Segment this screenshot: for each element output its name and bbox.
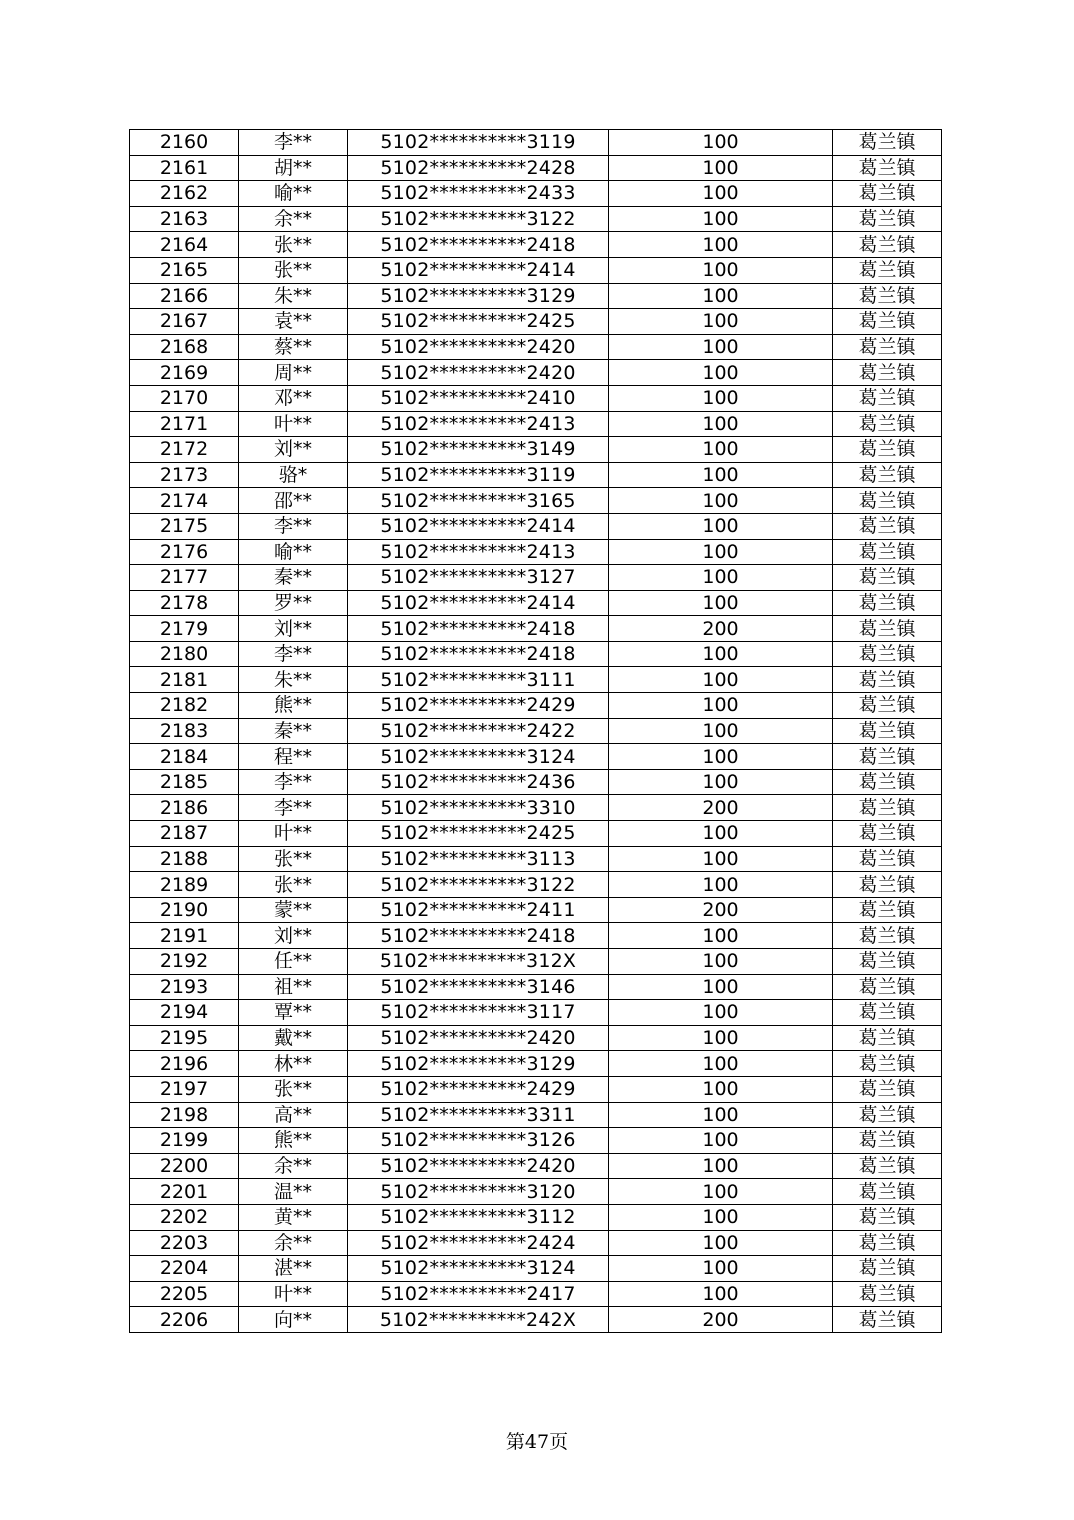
name-cell: 张** — [239, 232, 348, 258]
town-cell: 葛兰镇 — [833, 385, 942, 411]
name-cell: 喻** — [239, 539, 348, 565]
row-number-cell: 2194 — [130, 1000, 239, 1026]
name-cell: 余** — [239, 1153, 348, 1179]
table-row — [130, 718, 942, 744]
name-cell: 刘** — [239, 923, 348, 949]
name-cell: 林** — [239, 1051, 348, 1077]
town-cell: 葛兰镇 — [833, 437, 942, 463]
id-number-cell: 5102**********2436 — [348, 769, 609, 795]
table-row — [130, 744, 942, 770]
name-cell: 张** — [239, 1076, 348, 1102]
table-row — [130, 1281, 942, 1307]
name-cell: 刘** — [239, 437, 348, 463]
table-row — [130, 795, 942, 821]
name-cell: 戴** — [239, 1025, 348, 1051]
town-cell: 葛兰镇 — [833, 1128, 942, 1154]
row-number-cell: 2206 — [130, 1307, 239, 1333]
town-cell: 葛兰镇 — [833, 1000, 942, 1026]
table-row — [130, 1076, 942, 1102]
table-row — [130, 437, 942, 463]
amount-cell: 100 — [609, 1281, 833, 1307]
amount-cell: 100 — [609, 130, 833, 156]
amount-cell: 100 — [609, 181, 833, 207]
id-number-cell: 5102**********3122 — [348, 206, 609, 232]
name-cell: 高** — [239, 1102, 348, 1128]
row-number-cell: 2163 — [130, 206, 239, 232]
table-row — [130, 1307, 942, 1333]
id-number-cell: 5102**********3165 — [348, 488, 609, 514]
row-number-cell: 2179 — [130, 616, 239, 642]
amount-cell: 100 — [609, 488, 833, 514]
name-cell: 蔡** — [239, 334, 348, 360]
amount-cell: 200 — [609, 616, 833, 642]
id-number-cell: 5102**********3146 — [348, 974, 609, 1000]
amount-cell: 100 — [609, 385, 833, 411]
amount-cell: 100 — [609, 565, 833, 591]
id-number-cell: 5102**********3113 — [348, 846, 609, 872]
id-number-cell: 5102**********2413 — [348, 539, 609, 565]
id-number-cell: 5102**********2418 — [348, 616, 609, 642]
name-cell: 余** — [239, 206, 348, 232]
name-cell: 李** — [239, 130, 348, 156]
table-row — [130, 872, 942, 898]
id-number-cell: 5102**********2425 — [348, 309, 609, 335]
row-number-cell: 2171 — [130, 411, 239, 437]
amount-cell: 100 — [609, 360, 833, 386]
name-cell: 喻** — [239, 181, 348, 207]
id-number-cell: 5102**********3124 — [348, 744, 609, 770]
row-number-cell: 2161 — [130, 155, 239, 181]
id-number-cell: 5102**********2420 — [348, 360, 609, 386]
name-cell: 罗** — [239, 590, 348, 616]
id-number-cell: 5102**********3124 — [348, 1256, 609, 1282]
name-cell: 邓** — [239, 385, 348, 411]
row-number-cell: 2170 — [130, 385, 239, 411]
name-cell: 蒙** — [239, 897, 348, 923]
table-row — [130, 155, 942, 181]
table-row — [130, 206, 942, 232]
row-number-cell: 2172 — [130, 437, 239, 463]
table-row — [130, 232, 942, 258]
amount-cell: 100 — [609, 590, 833, 616]
row-number-cell: 2183 — [130, 718, 239, 744]
table-row — [130, 693, 942, 719]
table-row — [130, 565, 942, 591]
town-cell: 葛兰镇 — [833, 693, 942, 719]
amount-cell: 100 — [609, 846, 833, 872]
name-cell: 叶** — [239, 411, 348, 437]
town-cell: 葛兰镇 — [833, 974, 942, 1000]
name-cell: 祖** — [239, 974, 348, 1000]
page-number: 第47页 — [505, 1431, 569, 1453]
town-cell: 葛兰镇 — [833, 1281, 942, 1307]
table-body — [130, 130, 942, 1333]
row-number-cell: 2189 — [130, 872, 239, 898]
id-number-cell: 5102**********3111 — [348, 667, 609, 693]
town-cell: 葛兰镇 — [833, 411, 942, 437]
row-number-cell: 2167 — [130, 309, 239, 335]
id-number-cell: 5102**********2414 — [348, 590, 609, 616]
row-number-cell: 2165 — [130, 257, 239, 283]
row-number-cell: 2199 — [130, 1128, 239, 1154]
town-cell: 葛兰镇 — [833, 513, 942, 539]
row-number-cell: 2196 — [130, 1051, 239, 1077]
amount-cell: 100 — [609, 769, 833, 795]
amount-cell: 100 — [609, 1076, 833, 1102]
row-number-cell: 2181 — [130, 667, 239, 693]
row-number-cell: 2169 — [130, 360, 239, 386]
name-cell: 朱** — [239, 283, 348, 309]
town-cell: 葛兰镇 — [833, 565, 942, 591]
table-row — [130, 897, 942, 923]
name-cell: 余** — [239, 1230, 348, 1256]
table-row — [130, 181, 942, 207]
town-cell: 葛兰镇 — [833, 1204, 942, 1230]
amount-cell: 100 — [609, 718, 833, 744]
id-number-cell: 5102**********2414 — [348, 257, 609, 283]
amount-cell: 200 — [609, 1307, 833, 1333]
name-cell: 程** — [239, 744, 348, 770]
name-cell: 叶** — [239, 821, 348, 847]
table-row — [130, 1000, 942, 1026]
town-cell: 葛兰镇 — [833, 283, 942, 309]
amount-cell: 100 — [609, 1204, 833, 1230]
row-number-cell: 2188 — [130, 846, 239, 872]
town-cell: 葛兰镇 — [833, 130, 942, 156]
amount-cell: 100 — [609, 309, 833, 335]
name-cell: 李** — [239, 513, 348, 539]
town-cell: 葛兰镇 — [833, 1025, 942, 1051]
amount-cell: 100 — [609, 641, 833, 667]
id-number-cell: 5102**********3120 — [348, 1179, 609, 1205]
table-row — [130, 309, 942, 335]
row-number-cell: 2175 — [130, 513, 239, 539]
name-cell: 邵** — [239, 488, 348, 514]
table-row — [130, 488, 942, 514]
town-cell: 葛兰镇 — [833, 181, 942, 207]
table-row — [130, 360, 942, 386]
id-number-cell: 5102**********2433 — [348, 181, 609, 207]
id-number-cell: 5102**********3119 — [348, 462, 609, 488]
id-number-cell: 5102**********2429 — [348, 1076, 609, 1102]
id-number-cell: 5102**********3311 — [348, 1102, 609, 1128]
name-cell: 周** — [239, 360, 348, 386]
id-number-cell: 5102**********2413 — [348, 411, 609, 437]
amount-cell: 100 — [609, 1153, 833, 1179]
row-number-cell: 2190 — [130, 897, 239, 923]
amount-cell: 100 — [609, 437, 833, 463]
id-number-cell: 5102**********2424 — [348, 1230, 609, 1256]
row-number-cell: 2178 — [130, 590, 239, 616]
row-number-cell: 2191 — [130, 923, 239, 949]
town-cell: 葛兰镇 — [833, 206, 942, 232]
town-cell: 葛兰镇 — [833, 155, 942, 181]
table-row — [130, 1128, 942, 1154]
row-number-cell: 2180 — [130, 641, 239, 667]
id-number-cell: 5102**********2429 — [348, 693, 609, 719]
town-cell: 葛兰镇 — [833, 821, 942, 847]
id-number-cell: 5102**********2420 — [348, 334, 609, 360]
id-number-cell: 5102**********3117 — [348, 1000, 609, 1026]
table-row — [130, 1179, 942, 1205]
name-cell: 朱** — [239, 667, 348, 693]
name-cell: 胡** — [239, 155, 348, 181]
subsidy-table — [129, 129, 942, 1333]
amount-cell: 100 — [609, 1179, 833, 1205]
amount-cell: 200 — [609, 897, 833, 923]
row-number-cell: 2182 — [130, 693, 239, 719]
table-row — [130, 462, 942, 488]
town-cell: 葛兰镇 — [833, 667, 942, 693]
amount-cell: 100 — [609, 539, 833, 565]
amount-cell: 100 — [609, 155, 833, 181]
id-number-cell: 5102**********3127 — [348, 565, 609, 591]
amount-cell: 100 — [609, 1128, 833, 1154]
table-row — [130, 385, 942, 411]
table-row — [130, 1102, 942, 1128]
table-row — [130, 590, 942, 616]
amount-cell: 100 — [609, 1051, 833, 1077]
town-cell: 葛兰镇 — [833, 1307, 942, 1333]
name-cell: 向** — [239, 1307, 348, 1333]
id-number-cell: 5102**********3119 — [348, 130, 609, 156]
table-row — [130, 641, 942, 667]
town-cell: 葛兰镇 — [833, 641, 942, 667]
town-cell: 葛兰镇 — [833, 360, 942, 386]
amount-cell: 100 — [609, 667, 833, 693]
amount-cell: 100 — [609, 1102, 833, 1128]
id-number-cell: 5102**********2420 — [348, 1153, 609, 1179]
town-cell: 葛兰镇 — [833, 949, 942, 975]
town-cell: 葛兰镇 — [833, 1153, 942, 1179]
id-number-cell: 5102**********2418 — [348, 232, 609, 258]
amount-cell: 100 — [609, 334, 833, 360]
name-cell: 张** — [239, 872, 348, 898]
row-number-cell: 2176 — [130, 539, 239, 565]
table-row — [130, 821, 942, 847]
row-number-cell: 2203 — [130, 1230, 239, 1256]
amount-cell: 100 — [609, 1230, 833, 1256]
id-number-cell: 5102**********2420 — [348, 1025, 609, 1051]
row-number-cell: 2162 — [130, 181, 239, 207]
town-cell: 葛兰镇 — [833, 769, 942, 795]
id-number-cell: 5102**********242X — [348, 1307, 609, 1333]
table-row — [130, 846, 942, 872]
row-number-cell: 2201 — [130, 1179, 239, 1205]
id-number-cell: 5102**********2414 — [348, 513, 609, 539]
amount-cell: 100 — [609, 257, 833, 283]
id-number-cell: 5102**********3122 — [348, 872, 609, 898]
town-cell: 葛兰镇 — [833, 539, 942, 565]
town-cell: 葛兰镇 — [833, 1230, 942, 1256]
name-cell: 覃** — [239, 1000, 348, 1026]
town-cell: 葛兰镇 — [833, 923, 942, 949]
table-row — [130, 1256, 942, 1282]
row-number-cell: 2177 — [130, 565, 239, 591]
town-cell: 葛兰镇 — [833, 744, 942, 770]
town-cell: 葛兰镇 — [833, 897, 942, 923]
table-row — [130, 257, 942, 283]
table-row — [130, 1153, 942, 1179]
row-number-cell: 2193 — [130, 974, 239, 1000]
table-row — [130, 130, 942, 156]
id-number-cell: 5102**********3129 — [348, 283, 609, 309]
amount-cell: 100 — [609, 923, 833, 949]
town-cell: 葛兰镇 — [833, 872, 942, 898]
row-number-cell: 2174 — [130, 488, 239, 514]
row-number-cell: 2197 — [130, 1076, 239, 1102]
row-number-cell: 2202 — [130, 1204, 239, 1230]
table-row — [130, 974, 942, 1000]
table-row — [130, 923, 942, 949]
name-cell: 秦** — [239, 718, 348, 744]
town-cell: 葛兰镇 — [833, 488, 942, 514]
row-number-cell: 2166 — [130, 283, 239, 309]
id-number-cell: 5102**********2410 — [348, 385, 609, 411]
town-cell: 葛兰镇 — [833, 1076, 942, 1102]
amount-cell: 100 — [609, 693, 833, 719]
town-cell: 葛兰镇 — [833, 462, 942, 488]
amount-cell: 100 — [609, 821, 833, 847]
id-number-cell: 5102**********2417 — [348, 1281, 609, 1307]
name-cell: 张** — [239, 846, 348, 872]
town-cell: 葛兰镇 — [833, 616, 942, 642]
id-number-cell: 5102**********2422 — [348, 718, 609, 744]
town-cell: 葛兰镇 — [833, 232, 942, 258]
name-cell: 李** — [239, 795, 348, 821]
table-row — [130, 1051, 942, 1077]
row-number-cell: 2164 — [130, 232, 239, 258]
table-row — [130, 1230, 942, 1256]
town-cell: 葛兰镇 — [833, 846, 942, 872]
row-number-cell: 2204 — [130, 1256, 239, 1282]
town-cell: 葛兰镇 — [833, 718, 942, 744]
row-number-cell: 2184 — [130, 744, 239, 770]
row-number-cell: 2186 — [130, 795, 239, 821]
amount-cell: 100 — [609, 949, 833, 975]
amount-cell: 100 — [609, 462, 833, 488]
town-cell: 葛兰镇 — [833, 1102, 942, 1128]
row-number-cell: 2160 — [130, 130, 239, 156]
id-number-cell: 5102**********312X — [348, 949, 609, 975]
table-row — [130, 513, 942, 539]
id-number-cell: 5102**********2425 — [348, 821, 609, 847]
row-number-cell: 2192 — [130, 949, 239, 975]
amount-cell: 100 — [609, 974, 833, 1000]
table-row — [130, 949, 942, 975]
row-number-cell: 2205 — [130, 1281, 239, 1307]
name-cell: 刘** — [239, 616, 348, 642]
town-cell: 葛兰镇 — [833, 309, 942, 335]
table-row — [130, 616, 942, 642]
row-number-cell: 2187 — [130, 821, 239, 847]
table-row — [130, 769, 942, 795]
amount-cell: 100 — [609, 206, 833, 232]
id-number-cell: 5102**********3310 — [348, 795, 609, 821]
name-cell: 李** — [239, 769, 348, 795]
name-cell: 任** — [239, 949, 348, 975]
id-number-cell: 5102**********3126 — [348, 1128, 609, 1154]
table-row — [130, 283, 942, 309]
id-number-cell: 5102**********2418 — [348, 923, 609, 949]
town-cell: 葛兰镇 — [833, 590, 942, 616]
id-number-cell: 5102**********3112 — [348, 1204, 609, 1230]
amount-cell: 100 — [609, 232, 833, 258]
name-cell: 秦** — [239, 565, 348, 591]
town-cell: 葛兰镇 — [833, 795, 942, 821]
amount-cell: 100 — [609, 1000, 833, 1026]
town-cell: 葛兰镇 — [833, 1256, 942, 1282]
id-number-cell: 5102**********3149 — [348, 437, 609, 463]
amount-cell: 100 — [609, 1025, 833, 1051]
row-number-cell: 2198 — [130, 1102, 239, 1128]
name-cell: 熊** — [239, 693, 348, 719]
town-cell: 葛兰镇 — [833, 257, 942, 283]
table-row — [130, 1025, 942, 1051]
row-number-cell: 2173 — [130, 462, 239, 488]
amount-cell: 100 — [609, 283, 833, 309]
table-row — [130, 411, 942, 437]
name-cell: 叶** — [239, 1281, 348, 1307]
id-number-cell: 5102**********2418 — [348, 641, 609, 667]
name-cell: 黄** — [239, 1204, 348, 1230]
amount-cell: 100 — [609, 744, 833, 770]
name-cell: 湛** — [239, 1256, 348, 1282]
name-cell: 李** — [239, 641, 348, 667]
name-cell: 温** — [239, 1179, 348, 1205]
amount-cell: 100 — [609, 411, 833, 437]
amount-cell: 100 — [609, 872, 833, 898]
amount-cell: 100 — [609, 1256, 833, 1282]
table-row — [130, 334, 942, 360]
table-row — [130, 1204, 942, 1230]
table-row — [130, 667, 942, 693]
amount-cell: 100 — [609, 513, 833, 539]
row-number-cell: 2195 — [130, 1025, 239, 1051]
row-number-cell: 2168 — [130, 334, 239, 360]
id-number-cell: 5102**********3129 — [348, 1051, 609, 1077]
row-number-cell: 2200 — [130, 1153, 239, 1179]
town-cell: 葛兰镇 — [833, 334, 942, 360]
name-cell: 熊** — [239, 1128, 348, 1154]
name-cell: 骆* — [239, 462, 348, 488]
row-number-cell: 2185 — [130, 769, 239, 795]
id-number-cell: 5102**********2411 — [348, 897, 609, 923]
amount-cell: 200 — [609, 795, 833, 821]
name-cell: 张** — [239, 257, 348, 283]
town-cell: 葛兰镇 — [833, 1051, 942, 1077]
name-cell: 袁** — [239, 309, 348, 335]
id-number-cell: 5102**********2428 — [348, 155, 609, 181]
town-cell: 葛兰镇 — [833, 1179, 942, 1205]
table-row — [130, 539, 942, 565]
